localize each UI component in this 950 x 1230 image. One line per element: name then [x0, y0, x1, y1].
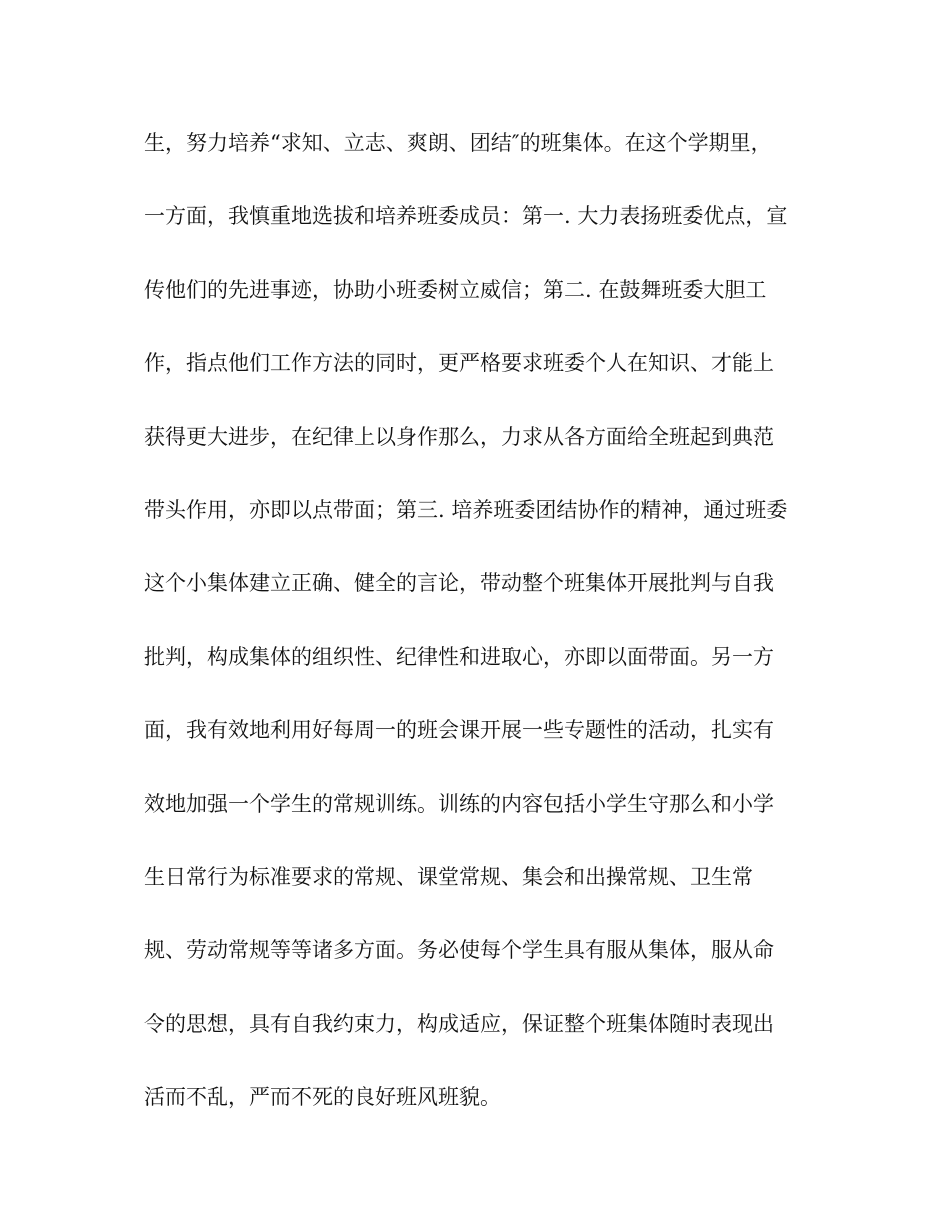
text-line: 这个小集体建立正确、健全的言论，带动整个班集体开展批判与自我 — [144, 571, 774, 596]
text-line: 一方面，我慎重地选拔和培养班委成员：第一. 大力表扬班委优点，宣 — [144, 204, 788, 229]
text-line: 令的思想，具有自我约束力，构成适应，保证整个班集体随时表现出 — [144, 1011, 774, 1036]
text-line: 带头作用，亦即以点带面；第三. 培养班委团结协作的精神，通过班委 — [144, 497, 788, 522]
text-line: 批判，构成集体的组织性、纪律性和进取心，亦即以面带面。另一方 — [144, 644, 774, 669]
text-line: 面，我有效地利用好每周一的班会课开展一些专题性的活动，扎实有 — [144, 718, 774, 743]
text-line: 效地加强一个学生的常规训练。训练的内容包括小学生守那么和小学 — [144, 791, 774, 816]
text-line: 生日常行为标准要求的常规、课堂常规、集会和出操常规、卫生常 — [144, 864, 753, 889]
text-line: 传他们的先进事迹，协助小班委树立威信；第二. 在鼓舞班委大胆工 — [144, 277, 767, 302]
text-line: 规、劳动常规等等诸多方面。务必使每个学生具有服从集体，服从命 — [144, 938, 774, 963]
text-line: 活而不乱，严而不死的良好班风班貌。 — [144, 1085, 501, 1110]
body-paragraph — [144, 120, 814, 1147]
text-line: 获得更大进步，在纪律上以身作那么，力求从各方面给全班起到典范 — [144, 424, 774, 449]
text-line: 生，努力培养“求知、立志、爽朗、团结″的班集体。在这个学期里， — [144, 131, 772, 155]
text-line: 作，指点他们工作方法的同时，更严格要求班委个人在知识、才能上 — [144, 351, 774, 376]
